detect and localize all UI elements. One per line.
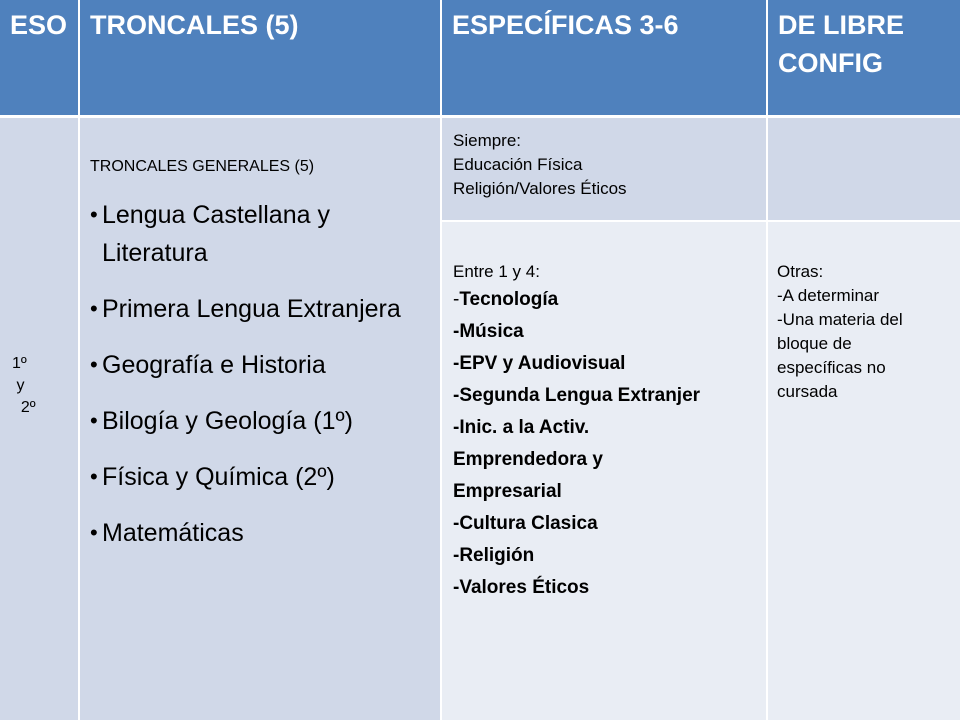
header-troncales-label: TRONCALES (5) [90,10,299,40]
entre-first-dash: - [453,289,460,310]
header-especificas [442,0,766,115]
siempre-item: Religión/Valores Éticos [453,179,627,198]
header-especificas-label: ESPECÍFICAS 3-6 [452,10,679,40]
libre-otras-cell [768,222,960,720]
troncales-heading: TRONCALES GENERALES (5) [90,158,315,175]
troncal-item: • Matemáticas [90,514,440,552]
otras-line: cursada [777,382,838,401]
troncales-list [90,196,440,552]
libre-empty-cell [768,118,960,220]
entre-item: Empresarial [453,481,562,502]
header-libre-line2: CONFIG [778,48,883,78]
header-eso [0,0,78,115]
siempre-item: Educación Física [453,155,583,174]
year-first: 1º [12,355,27,372]
entre-item-first [453,284,760,316]
troncal-item: • Geografía e Historia [90,346,440,384]
especificas-entre-cell [442,222,766,720]
year-second: 2º [12,399,36,416]
eso-years-cell [0,118,78,720]
entre-item: -Inic. a la Activ. [453,417,590,438]
troncal-item: • Lengua Castellana y Literatura [90,196,440,272]
otras-line: bloque de [777,334,852,353]
troncal-item: • Física y Química (2º) [90,458,440,496]
entre-item: -Valores Éticos [453,577,590,598]
header-libre-config [768,0,960,115]
entre-item: -Música [453,321,524,342]
otras-label: Otras: [777,262,824,281]
entre-item: -Religión [453,545,535,566]
siempre-label: Siempre: [453,131,522,150]
otras-line: -Una materia del [777,310,903,329]
entre-label: Entre 1 y 4: [453,262,540,281]
entre-item: -EPV y Audiovisual [453,353,626,374]
troncales-cell [80,118,440,720]
troncal-item: • Primera Lengua Extranjera [90,290,440,328]
year-connector: y [12,377,25,394]
entre-first-label: Tecnología [459,289,559,310]
header-eso-label: ESO [10,10,68,40]
otras-line: -A determinar [777,286,880,305]
entre-item: Emprendedora y [453,449,603,470]
troncal-item: • Bilogía y Geología (1º) [90,402,440,440]
header-troncales [80,0,440,115]
header-libre-line1: DE LIBRE [778,10,905,40]
entre-item: -Segunda Lengua Extranjer [453,385,701,406]
otras-line: específicas no [777,358,886,377]
entre-item: -Cultura Clasica [453,513,598,534]
especificas-siempre-cell [442,118,766,220]
